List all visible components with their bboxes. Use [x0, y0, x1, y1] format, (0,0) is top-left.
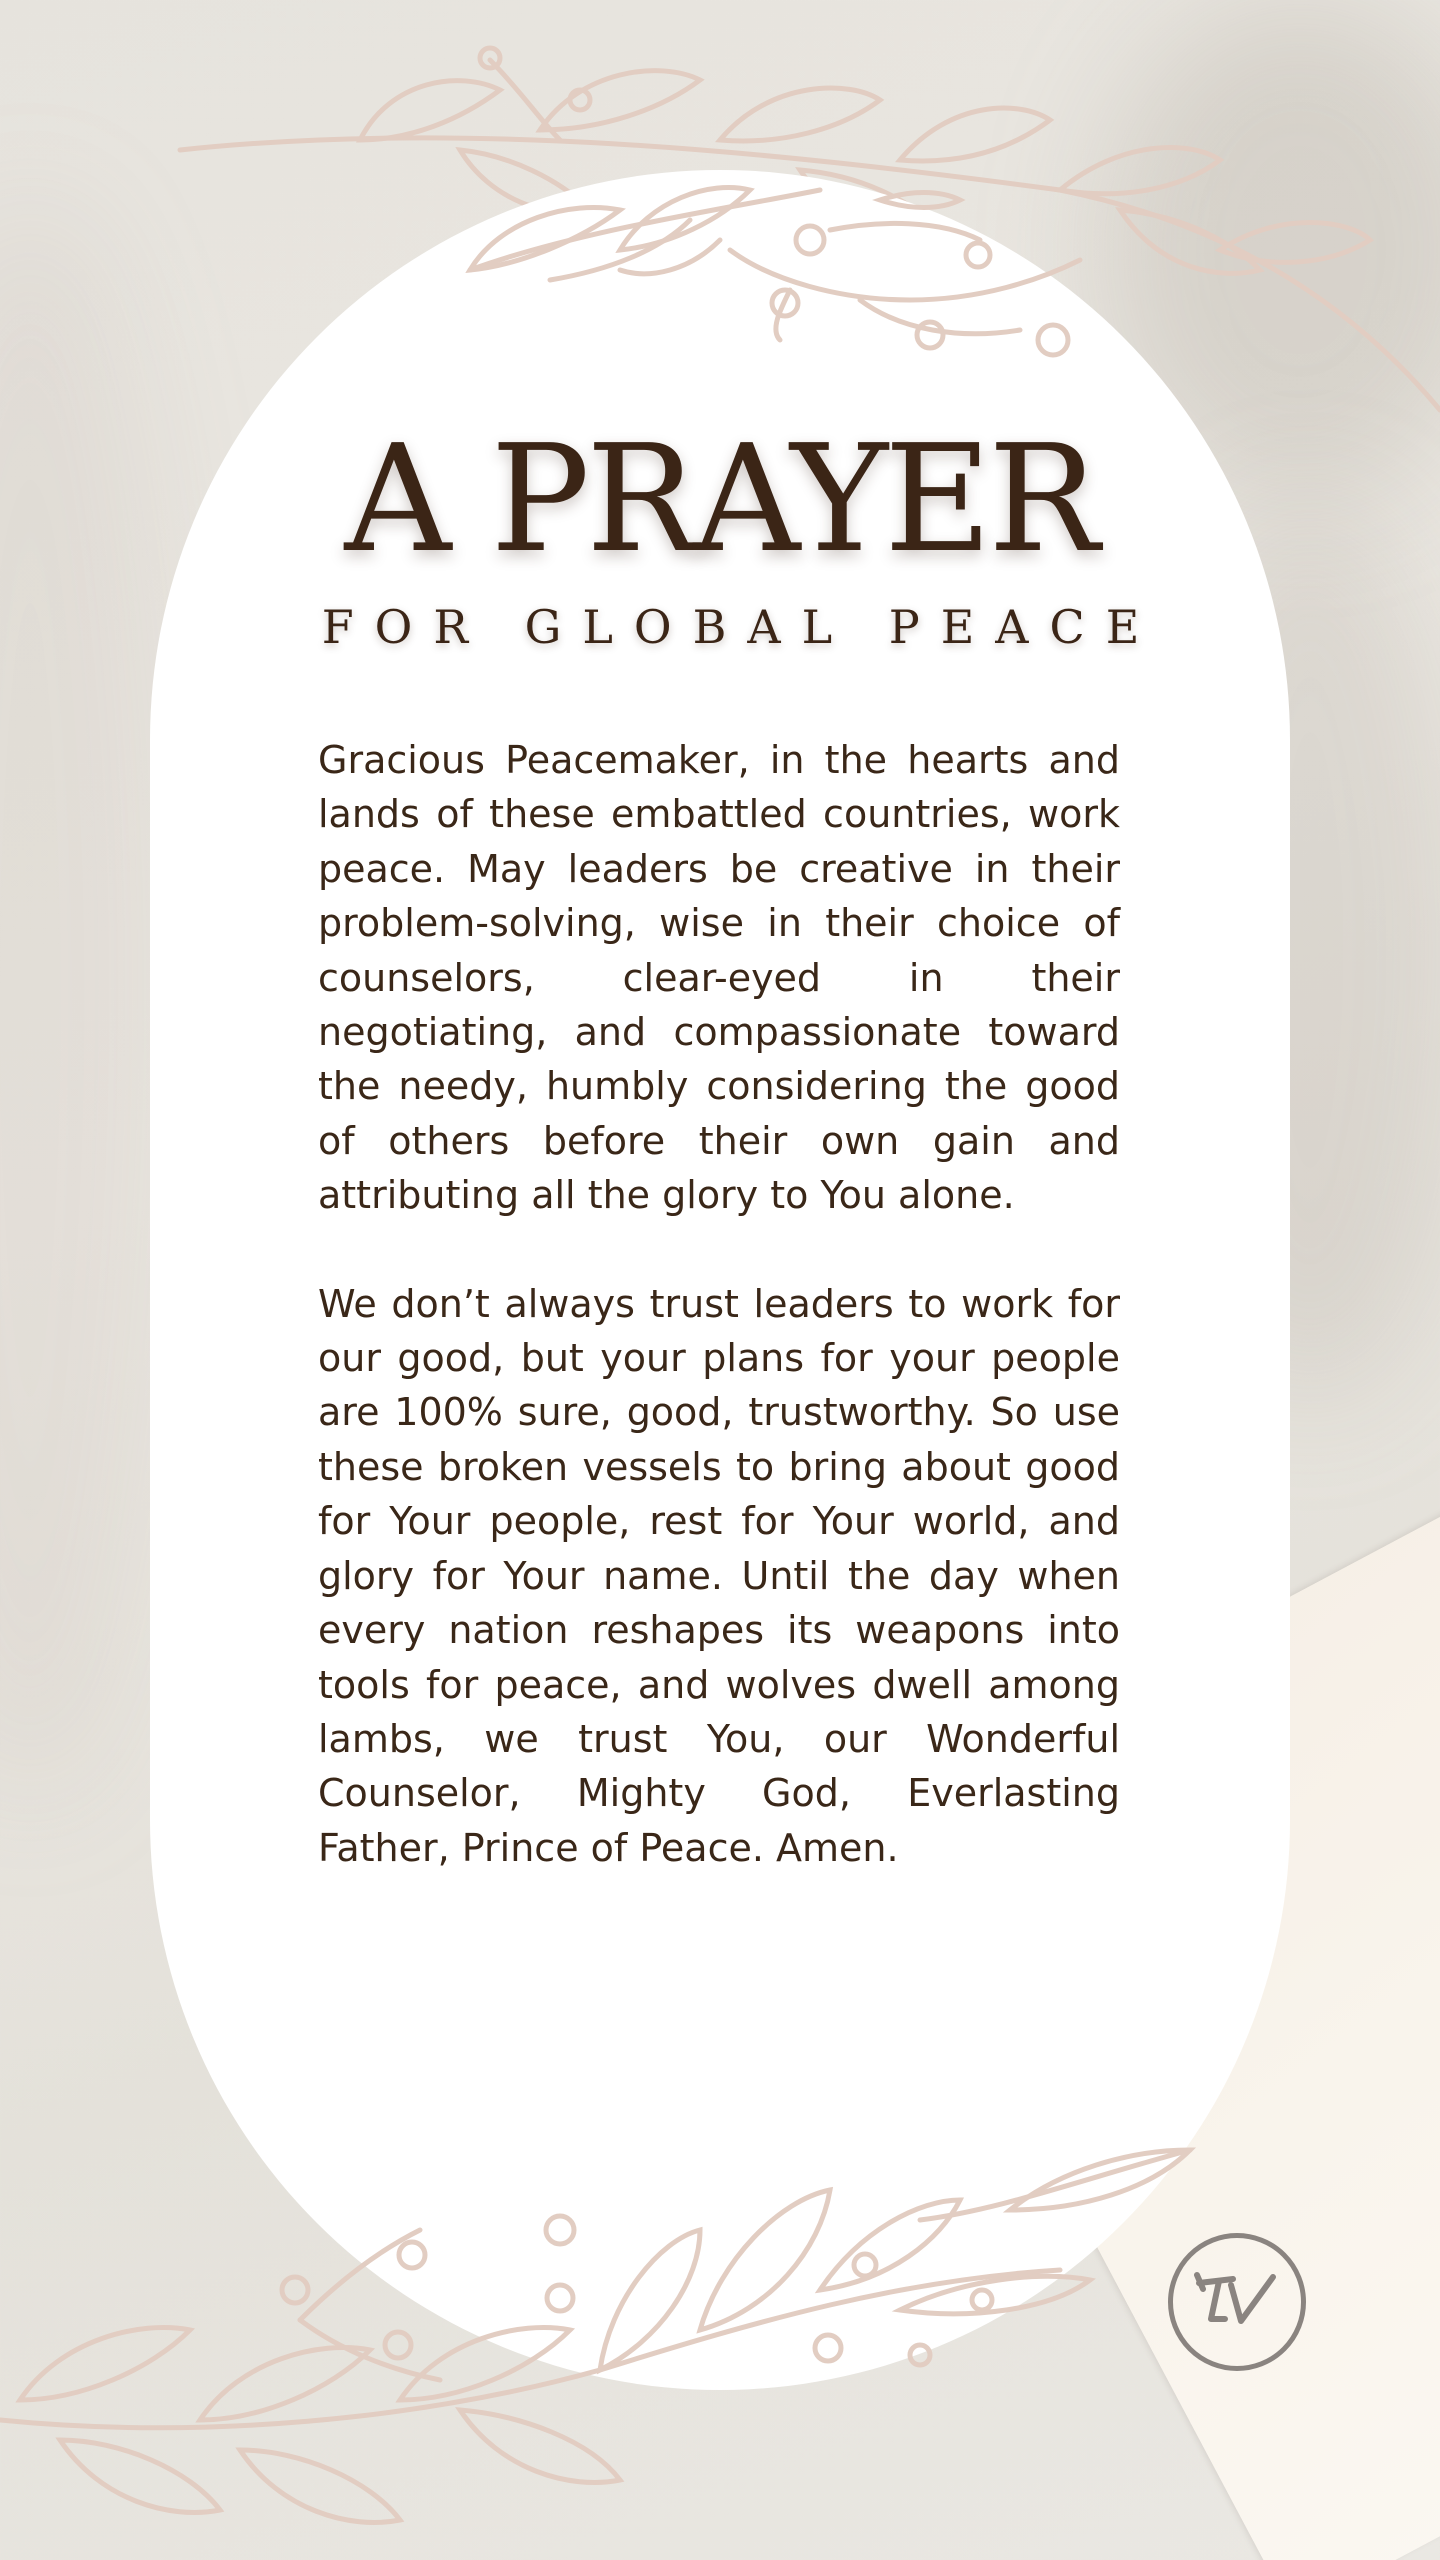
prayer-body: [318, 733, 1120, 1929]
prayer-title: A PRAYER: [344, 413, 1096, 585]
right-leaves-decoration: [920, 2120, 1220, 2260]
top-leaves-decoration: [460, 160, 1120, 380]
prayer-subtitle: FOR GLOBAL PEACE: [321, 600, 1161, 654]
tv-monogram-logo-icon: [1168, 2233, 1306, 2371]
prayer-paragraph: Gracious Peacemaker, in the hearts and lands of these embattled countries, work peace. May leaders be creative in their problem-solving, wise in their choice of counselors, clear-eyed in their negotiating, and compassionate toward the needy, humbly considering the good of others before their own gain and attributing all the glory to You alone.: [318, 738, 1120, 1218]
tv-monogram-glyph: [1189, 2267, 1285, 2337]
prayer-paragraph: We don’t always trust leaders to work for our good, but your plans for your people are 100% sure, good, trustworthy. So use these broken vessels to bring about good for Your people, rest for Your world, and glory for Your name. Until the day when every nation reshapes its weapons into tools for peace, and wolves dwell among lambs, we trust You, our Wonderful Counselor, Mighty God, Everlasting Father, Prince of Peace. Amen.: [318, 1281, 1120, 1870]
